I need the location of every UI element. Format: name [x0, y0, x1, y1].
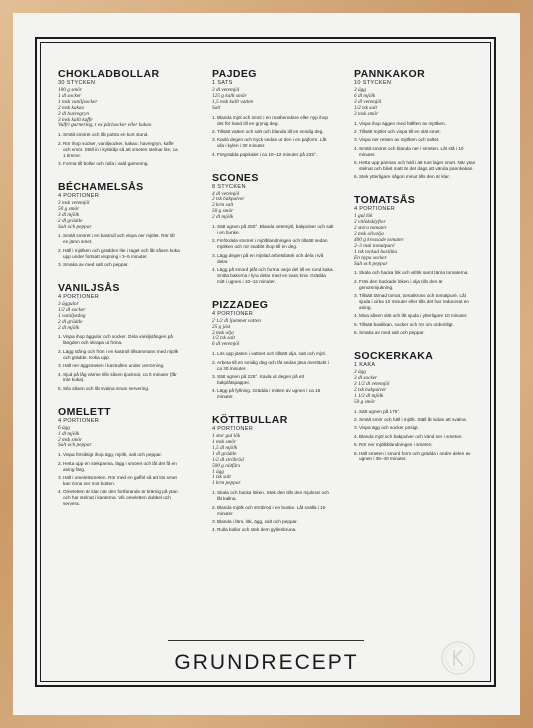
- step-list: [58, 452, 180, 507]
- step-text: Kavla degen och tryck sedan ut den i en pajform. Låt vila i kylen i 30 minuter.: [217, 137, 327, 149]
- step-text: Smaka av med salt och peppar.: [359, 330, 425, 336]
- ingredient-list: [212, 192, 334, 222]
- ingredient-item: 1 tsk torkad basilika: [354, 248, 398, 255]
- step-number: 1.: [212, 351, 216, 357]
- ingredient-item: Salt och peppar: [58, 223, 92, 230]
- recipe-column-2: [212, 68, 334, 547]
- step-text: Sätt ugnen på 225°. Kavla ut degen på ett bakplåtspapper.: [217, 374, 305, 385]
- step-text: Lägg degen på en mjölad arbetsbänk och dela i två delar.: [217, 252, 324, 264]
- step-text: Häll i omelettsmeten. Rör med en gaffel så att lös smet kan rinna ner mot botten.: [63, 475, 177, 486]
- ingredient-list: [212, 319, 334, 349]
- ingredient-item: 3 dl vetemjöl: [212, 87, 240, 93]
- step-number: 3.: [212, 518, 216, 524]
- ingredient-item: 2 tsk bakpulver: [212, 196, 245, 203]
- step-item: [212, 152, 334, 158]
- step-number: 4.: [354, 433, 358, 439]
- ingredient-item: 25 g jäst: [212, 323, 231, 330]
- step-item: [212, 238, 334, 250]
- step-item: [212, 267, 334, 285]
- step-text: Rör ner mjölkblandningen i smeten.: [359, 442, 433, 448]
- step-number: 4.: [212, 151, 216, 157]
- ingredient-item: 2 msk olja: [212, 329, 234, 336]
- step-number: 6.: [354, 450, 358, 456]
- step-text: Häll ner äggsmeten i kastrullen under omrörning.: [63, 363, 165, 369]
- step-text: Lös upp jästen i vattnet och tillsätt olja, salt och mjöl.: [217, 351, 326, 357]
- ingredient-list: [58, 88, 180, 129]
- recipe-title: PAJDEG: [212, 68, 257, 80]
- step-text: Smält smöret i en kastrull och vispa ner mjölet. Rör till en jämn smet.: [63, 233, 175, 245]
- step-item: [212, 527, 334, 533]
- ingredient-item: 1 vaniljstång: [58, 312, 86, 319]
- recipe-block: [354, 350, 476, 462]
- step-item: [212, 137, 334, 149]
- recipe-yield: 1 SATS: [212, 80, 233, 86]
- step-text: Lägg på smord plåt och forma varje del till en rund kaka. Snitta bakorna i fyra delar med en vass kniv. Grädda mitt i ugnen i 10–12 minuter.: [217, 267, 334, 284]
- recipe-block: [354, 68, 476, 180]
- ingredient-list: [212, 434, 334, 487]
- step-number: 2.: [58, 247, 62, 253]
- step-text: Rör ihop socker, vaniljsocker, kakao, havregryn, kaffe och smör. Ställ in i kylskåp så att smeten stelnar lite, ca 1 timme.: [63, 140, 178, 158]
- ingredient-item: 1 stor gul lök: [212, 433, 241, 440]
- ingredient-item: 1 msk smör: [212, 439, 237, 446]
- ingredient-list: [58, 302, 180, 332]
- ingredient-item: 3 dl mjölk: [58, 211, 80, 218]
- ingredient-item: 2–3 msk tomatpuré: [354, 242, 395, 249]
- step-item: [212, 129, 334, 135]
- recipe-title: OMELETT: [58, 405, 111, 418]
- step-item: [354, 270, 476, 276]
- ingredient-item: 50 g smör: [354, 398, 376, 405]
- step-text: Häll smeten i smord form och grädda i nedre delen av ugnen i 35–40 minuter.: [359, 450, 471, 462]
- step-number: 1.: [58, 132, 62, 138]
- recipe-title: BÉCHAMELSÅS: [58, 180, 144, 193]
- step-text: Vispa ägg och socker pösigt.: [359, 425, 419, 431]
- step-text: Blanda mjölk och ströbröd i en bunke. Låt svälla i 10 minuter.: [217, 504, 326, 516]
- step-text: Rulla bollar och stek dem gyllenbruna.: [217, 527, 297, 533]
- ingredient-item: 2 dl mjölk: [212, 214, 234, 221]
- step-item: [354, 451, 476, 463]
- ingredient-item: 1 tsk salt: [212, 474, 231, 481]
- step-text: Blanda i färs, lök, ägg, salt och peppar.: [217, 518, 298, 524]
- step-number: 1.: [58, 233, 62, 239]
- step-number: 4.: [354, 313, 358, 319]
- step-text: Sila såsen och låt svalna innan servering.: [63, 385, 150, 391]
- recipe-column-1: [58, 68, 180, 521]
- ingredient-item: 2 msk smör: [58, 436, 83, 443]
- ingredient-item: 1 msk vaniljsocker: [58, 98, 98, 105]
- step-number: 2.: [354, 416, 358, 422]
- ingredient-item: 1/2 tsk salt: [354, 104, 377, 111]
- ingredient-item: 50 g smör: [58, 205, 80, 212]
- step-item: [212, 253, 334, 265]
- step-number: 2.: [58, 348, 62, 354]
- step-text: Forma till bollar och rulla i vald garnering.: [63, 160, 149, 166]
- step-item: [212, 224, 334, 236]
- step-item: [58, 363, 180, 369]
- step-list: [212, 115, 334, 158]
- step-text: Vispa ner resten av mjölken och saltet.: [359, 137, 440, 143]
- recipe-yield: 4 PORTIONER: [354, 206, 396, 213]
- ingredient-item: 1 1/2 dl mjölk: [354, 392, 384, 399]
- step-text: Tillsätt vatten och salt och blanda till en smidig deg.: [217, 128, 324, 134]
- recipe-yield: 30 STYCKEN: [58, 80, 96, 86]
- ingredient-item: 1/2 dl socker: [58, 306, 86, 313]
- step-number: 1.: [354, 120, 358, 126]
- step-text: Vispa ihop äggen med hälften av mjölken.: [359, 120, 446, 126]
- recipe-title: PANNKAKOR: [354, 68, 426, 80]
- step-number: 3.: [58, 262, 62, 268]
- step-text: Finfördela smöret i mjölblandningen och tillsätt sedan mjölken och rör snabbt ihop till en deg.: [217, 238, 328, 250]
- step-text: Sätt ugnen på 250°. Blanda vetemjöl, bakpulver och salt i en bunke.: [217, 224, 334, 235]
- recipe-yield: 10 STYCKEN: [354, 80, 392, 86]
- step-item: [58, 349, 180, 361]
- step-item: [212, 388, 334, 400]
- ingredient-item: 1,5 msk kallt vatten: [212, 98, 254, 105]
- ingredient-list: [212, 88, 334, 112]
- step-text: Vispa ihop äggulor och socker. Dela vaniljstången på längden och skrapa ut fröna.: [63, 334, 173, 346]
- step-text: Fräs den hackade löken i olja tills den är genommjukning.: [359, 278, 443, 290]
- step-number: 1.: [58, 334, 62, 340]
- step-number: 5.: [354, 442, 358, 448]
- ingredient-item: 50 g smör: [212, 208, 234, 215]
- ingredient-list: [58, 426, 180, 450]
- step-item: [58, 489, 180, 507]
- step-item: [354, 409, 476, 415]
- ingredient-item: 400 g krossade tomater: [354, 236, 404, 243]
- step-text: Lägg på fyllning. Grädda i mitten av ugnen i ca 15 minuter.: [217, 388, 321, 400]
- step-number: 1.: [212, 114, 216, 120]
- ingredient-item: 3 ägg: [354, 87, 366, 93]
- ingredient-item: 1 krm peppar: [212, 480, 241, 487]
- recipe-yield: 4 PORTIONER: [58, 293, 100, 300]
- step-number: 4.: [354, 145, 358, 151]
- step-text: Hetta upp en stekpanna, lägg i smöret och låt det få en aning färg.: [63, 460, 177, 472]
- ingredient-item: 3 msk vetemjöl: [58, 199, 90, 206]
- ingredient-item: Salt och peppar: [58, 442, 92, 449]
- recipe-block: [58, 68, 180, 167]
- step-text: Tillsätt mjölet och vispa till en slät smet.: [359, 128, 441, 134]
- step-number: 2.: [212, 359, 216, 365]
- ingredient-item: 6 dl vetemjöl: [212, 341, 240, 348]
- recipe-block: [58, 181, 180, 268]
- step-text: Blanda mjöl och smör i en matberedare eller nyp ihop det för hand till en grynig deg.: [217, 114, 328, 126]
- ingredient-list: [354, 370, 476, 405]
- recipe-block: [212, 299, 334, 400]
- step-number: 5.: [58, 385, 62, 391]
- step-item: [354, 129, 476, 135]
- step-number: 2.: [354, 278, 358, 284]
- recipe-block: [212, 172, 334, 285]
- step-number: 3.: [58, 363, 62, 369]
- ingredient-item: 2 dl grädde: [58, 217, 83, 224]
- recipe-block: [58, 406, 180, 507]
- step-text: Blanda mjöl och bakpulver och vänd ner i smeten.: [359, 433, 463, 439]
- step-list: [212, 224, 334, 285]
- step-text: Smält smöret och låt puttra en kort stund.: [63, 132, 149, 138]
- step-number: 1.: [354, 408, 358, 414]
- step-list: [212, 490, 334, 533]
- step-text: Förgrädda pajskalet i ca 10–12 minuter på 225°.: [217, 151, 318, 157]
- recipe-block: [212, 68, 334, 158]
- ingredient-item: 500 g nötfärs: [212, 462, 241, 469]
- step-item: [354, 174, 476, 180]
- ingredient-item: 1 gul lök: [354, 213, 373, 220]
- ingredient-item: 1 ägg: [212, 468, 224, 475]
- step-list: [212, 351, 334, 400]
- ingredient-item: Salt och peppar: [354, 260, 388, 267]
- step-number: 1.: [212, 224, 216, 230]
- step-item: [58, 248, 180, 260]
- step-number: 3.: [58, 160, 62, 166]
- step-item: [212, 490, 334, 502]
- step-number: 3.: [212, 137, 216, 143]
- step-item: [354, 442, 476, 448]
- step-item: [354, 121, 476, 127]
- step-item: [58, 461, 180, 473]
- recipe-yield: 1 KAKA: [354, 362, 376, 369]
- step-item: [58, 372, 180, 384]
- step-item: [212, 351, 334, 357]
- step-number: 4.: [212, 527, 216, 533]
- ingredient-item: 6 ägg: [58, 424, 70, 431]
- ingredient-item: 3 1/2 dl vetemjöl: [354, 380, 390, 387]
- step-number: 2.: [212, 128, 216, 134]
- recipe-title: TOMATSÅS: [354, 194, 416, 207]
- recipe-yield: 4 PORTIONER: [212, 310, 254, 317]
- recipe-title: CHOKLADBOLLAR: [58, 68, 160, 80]
- ingredient-item: Salt: [212, 104, 221, 111]
- step-number: 1.: [212, 490, 216, 496]
- step-text: Omeletten är klar när den fortfarande är krämig på ytan och har stelnat i kanterna. Vik omeletten dubbel och servera.: [63, 489, 178, 507]
- ingredient-list: [58, 201, 180, 231]
- step-number: 3.: [354, 293, 358, 299]
- recipe-title: VANILJSÅS: [58, 281, 120, 294]
- step-list: [354, 409, 476, 463]
- recipe-column-3: [354, 68, 476, 476]
- recipe-yield: 4 PORTIONER: [212, 426, 254, 433]
- step-number: 5.: [354, 321, 358, 327]
- step-item: [354, 146, 476, 158]
- ingredient-item: 1/2 dl ströbröd: [212, 456, 244, 463]
- ingredient-item: En nypa socker: [354, 254, 387, 261]
- step-number: 1.: [354, 270, 358, 276]
- ingredient-item: 3 dl havregryn: [58, 110, 89, 117]
- step-item: [58, 475, 180, 487]
- ingredient-item: 3 dl vetemjöl: [354, 98, 382, 105]
- recipe-title: PIZZADEG: [212, 298, 269, 311]
- step-number: 4.: [212, 388, 216, 394]
- step-text: Tillsätt tärnad tomat, tomatkross och tomatpuré. Låt sjuda i cirka 10 minuter eller tills det har reducerat en aning.: [359, 293, 469, 310]
- step-item: [58, 262, 180, 268]
- ingredient-item: 125 g kallt smör: [212, 92, 247, 99]
- step-item: [58, 334, 180, 346]
- step-item: [354, 330, 476, 336]
- ingredient-item: Valfri garnering, t ex pärlsocker eller kakao: [58, 122, 152, 129]
- ingredient-item: 3 msk kallt kaffe: [58, 116, 93, 123]
- step-number: 1.: [58, 452, 62, 458]
- step-text: Mixa såsen slät och låt sjuda i ytterligare 10 minuter.: [359, 313, 468, 319]
- recipe-title: SCONES: [212, 171, 259, 184]
- ingredient-list: [354, 214, 476, 267]
- step-number: 4.: [58, 371, 62, 377]
- ingredient-item: 3 äggulor: [58, 300, 79, 307]
- recipe-block: [58, 282, 180, 392]
- ingredient-list: [354, 88, 476, 118]
- step-text: Smaka av med salt och peppar.: [63, 262, 129, 268]
- step-list: [58, 233, 180, 268]
- step-text: Tillsätt basilikan, socker och rör om ordentligt.: [359, 321, 454, 327]
- ingredient-item: 2 krm salt: [212, 202, 234, 209]
- recipe-block: [354, 194, 476, 336]
- poster-title: GRUNDRECEPT: [174, 651, 359, 674]
- step-number: 4.: [212, 267, 216, 273]
- step-number: 2.: [58, 140, 62, 146]
- step-text: Smält smöret och blanda ner i smeten. Låt stå i 10 minuter.: [359, 145, 464, 157]
- step-number: 3.: [212, 252, 216, 258]
- ingredient-item: 2 vitlöksklyftor: [354, 219, 386, 226]
- ingredient-item: 1 dl grädde: [212, 450, 237, 457]
- step-item: [354, 279, 476, 291]
- step-text: Stek ytterligare någon minut tills den är klar.: [359, 174, 450, 180]
- step-text: Sjud på låg värme tills såsen tjocknar, ca 5 minuter (får inte koka).: [63, 371, 177, 383]
- ingredient-item: 1 dl mjölk: [58, 430, 80, 437]
- step-text: Hetta upp pannan och häll i att tunt lager smet. När ytan stelnat och blivit matt är det dags att vända pannkakan.: [359, 160, 476, 171]
- step-number: 6.: [354, 330, 358, 336]
- ingredient-item: 6 dl mjölk: [354, 92, 376, 99]
- step-item: [354, 313, 476, 319]
- step-item: [212, 374, 334, 386]
- step-item: [212, 115, 334, 127]
- step-text: Sätt ugnen på 175°.: [359, 408, 401, 414]
- step-list: [58, 132, 180, 167]
- ingredient-item: 1 dl socker: [58, 92, 82, 99]
- step-list: [354, 270, 476, 336]
- step-number: 2.: [212, 504, 216, 510]
- step-item: [354, 322, 476, 328]
- recipe-block: [212, 414, 334, 533]
- step-number: 5.: [354, 160, 358, 166]
- step-item: [58, 386, 180, 392]
- step-text: Lägg stång och frön i en kastrull tillsammans med mjölk och grädde. Koka upp.: [63, 348, 179, 360]
- ingredient-item: 2 msk olivolja: [354, 231, 384, 237]
- ingredient-item: 2 msk kakao: [58, 104, 85, 111]
- step-item: [354, 293, 476, 311]
- step-item: [354, 434, 476, 440]
- step-text: Häll i mjölken och grädden lite i taget och låt såsen koka upp under fortsatt vispning i 3–5 minuter.: [63, 247, 180, 259]
- ingredient-item: 3 dl socker: [354, 375, 378, 381]
- recipe-title: KÖTTBULLAR: [212, 414, 288, 427]
- k-logo-stamp-icon: [440, 640, 476, 676]
- step-text: Skala och hacka lök och vitlök samt tärna tomaterna.: [359, 270, 469, 276]
- step-number: 3.: [354, 137, 358, 143]
- step-text: Smält smör och häll i mjölk. Ställ åt sidan att svalna.: [359, 416, 467, 422]
- step-number: 6.: [354, 174, 358, 180]
- step-list: [58, 334, 180, 391]
- step-item: [354, 160, 476, 172]
- step-item: [354, 137, 476, 143]
- step-item: [58, 233, 180, 245]
- ingredient-item: 2 1/2 dl ljummet vatten: [212, 317, 261, 324]
- recipe-yield: 8 STYCKEN: [212, 183, 246, 190]
- step-number: 3.: [354, 425, 358, 431]
- ingredient-item: 4 dl vetemjöl: [212, 190, 240, 197]
- step-item: [58, 452, 180, 458]
- step-item: [212, 519, 334, 525]
- step-number: 3.: [58, 475, 62, 481]
- ingredient-item: 1/2 tsk salt: [212, 335, 235, 342]
- step-list: [354, 121, 476, 181]
- step-item: [58, 132, 180, 138]
- step-item: [58, 161, 180, 167]
- step-number: 3.: [212, 374, 216, 379]
- recipe-yield: 4 PORTIONER: [58, 417, 100, 424]
- ingredient-item: 3 ägg: [354, 369, 366, 376]
- step-text: Arbeta till en smidig deg och låt sedan jäsa övertäckt i ca 30 minuter.: [217, 359, 329, 371]
- ingredient-item: 2 dl grädde: [58, 318, 83, 325]
- step-item: [354, 417, 476, 423]
- ingredient-item: 100 g smör: [58, 87, 82, 93]
- step-text: Skala och hacka löken. Stek den tills den mjuknar och låt kallna.: [217, 490, 330, 502]
- step-number: 4.: [58, 489, 62, 495]
- ingredient-item: 2 tsk bakpulver: [354, 386, 387, 393]
- recipe-yield: 4 PORTIONER: [58, 192, 100, 199]
- recipe-title: SOCKERKAKA: [354, 350, 434, 363]
- step-item: [354, 425, 476, 431]
- step-item: [58, 141, 180, 159]
- step-number: 2.: [212, 238, 216, 244]
- step-number: 2.: [354, 128, 358, 134]
- ingredient-item: 3 msk smör: [354, 110, 379, 117]
- step-item: [212, 360, 334, 372]
- step-number: 2.: [58, 460, 62, 466]
- ingredient-item: 2 dl mjölk: [58, 324, 80, 331]
- title-divider: [168, 640, 364, 641]
- step-item: [212, 505, 334, 517]
- ingredient-item: 2 stora tomater: [354, 225, 387, 232]
- step-text: Vispa försiktigt ihop ägg, mjölk, salt och peppar.: [63, 452, 162, 458]
- ingredient-item: 1,5 dl mjölk: [212, 444, 238, 451]
